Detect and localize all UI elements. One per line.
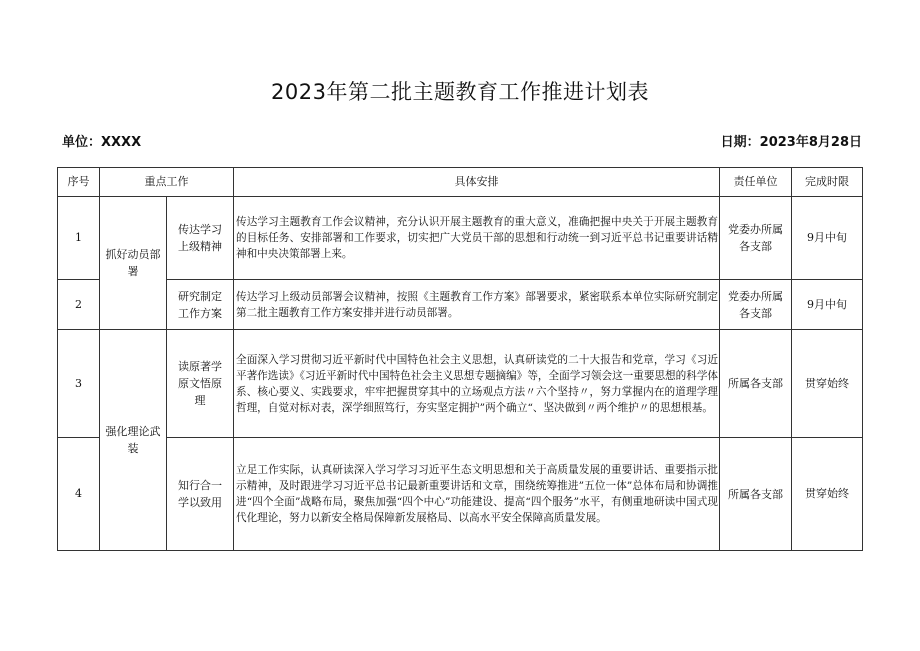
arrangement-cell: 立足工作实际，认真研读深入学习学习习近平生态文明思想和关于高质量发展的重要讲话、重要指示批示精神，及时跟进学习习近平总书记最新重要讲话和文章，围绕统筹推进”五位一体”总体布局和协调推进“四个全面”战略布局，聚焦加强“四个中心”功能建设、提高“四个服务”水平，有侧重地研读中国式现代化理论，努力以新安全格局保障新发展格局、以高水平安全保障高质量发展。 bbox=[234, 438, 720, 551]
responsible-cell: 党委办所属各支部 bbox=[720, 197, 792, 280]
table-row bbox=[58, 197, 863, 280]
category-cell: 抓好动员部署 bbox=[100, 197, 167, 330]
header-arrangement: 具体安排 bbox=[234, 168, 720, 197]
unit-label: 单位：XXXX bbox=[62, 135, 142, 150]
header-key-work: 重点工作 bbox=[100, 168, 234, 197]
category-cell: 强化理论武装 bbox=[100, 330, 167, 551]
plan-table bbox=[57, 167, 863, 551]
sub-item-cell: 传达学习上级精神 bbox=[167, 197, 234, 280]
responsible-cell: 党委办所属各支部 bbox=[720, 280, 792, 330]
responsible-cell: 所属各支部 bbox=[720, 330, 792, 438]
row-index: 4 bbox=[58, 438, 100, 551]
deadline-cell: 贯穿始终 bbox=[792, 438, 863, 551]
table-row bbox=[58, 330, 863, 438]
arrangement-cell: 全面深入学习贯彻习近平新时代中国特色社会主义思想，认真研读党的二十大报告和党章，学习《习近平著作选读》《习近平新时代中国特色社会主义思想专题摘编》等，全面学习领会这一重要思想的科学体系、核心要义、实践要求，牢牢把握贯穿其中的立场观点方法〃六个坚持〃，努力掌握内在的道理学理哲理，自觉对标对表，深学细照笃行，夯实坚定拥护”两个确立“、坚决做到〃两个维护〃的思想根基。 bbox=[234, 330, 720, 438]
table-row bbox=[58, 438, 863, 551]
table-row bbox=[58, 280, 863, 330]
deadline-cell: 贯穿始终 bbox=[792, 330, 863, 438]
header-index: 序号 bbox=[58, 168, 100, 197]
page-title: 2023年第二批主题教育工作推进计划表 bbox=[271, 80, 649, 104]
row-index: 3 bbox=[58, 330, 100, 438]
table-header-row bbox=[58, 168, 863, 197]
sub-item-cell: 读原著学原文悟原理 bbox=[167, 330, 234, 438]
date-label: 日期：2023年8月28日 bbox=[720, 135, 862, 150]
header-responsible: 责任单位 bbox=[720, 168, 792, 197]
header-deadline: 完成时限 bbox=[792, 168, 863, 197]
row-index: 2 bbox=[58, 280, 100, 330]
row-index: 1 bbox=[58, 197, 100, 280]
deadline-cell: 9月中旬 bbox=[792, 197, 863, 280]
arrangement-cell: 传达学习上级动员部署会议精神，按照《主题教育工作方案》部署要求，紧密联系本单位实际研究制定第二批主题教育工作方案安排并进行动员部署。 bbox=[234, 280, 720, 330]
arrangement-cell: 传达学习主题教育工作会议精神，充分认识开展主题教育的重大意义，准确把握中央关于开展主题教育的目标任务、安排部署和工作要求，切实把广大党员干部的思想和行动统一到习近平总书记重要讲话精神和中央决策部署上来。 bbox=[234, 197, 720, 280]
deadline-cell: 9月中旬 bbox=[792, 280, 863, 330]
sub-item-cell: 研究制定工作方案 bbox=[167, 280, 234, 330]
responsible-cell: 所属各支部 bbox=[720, 438, 792, 551]
sub-item-cell: 知行合一学以致用 bbox=[167, 438, 234, 551]
